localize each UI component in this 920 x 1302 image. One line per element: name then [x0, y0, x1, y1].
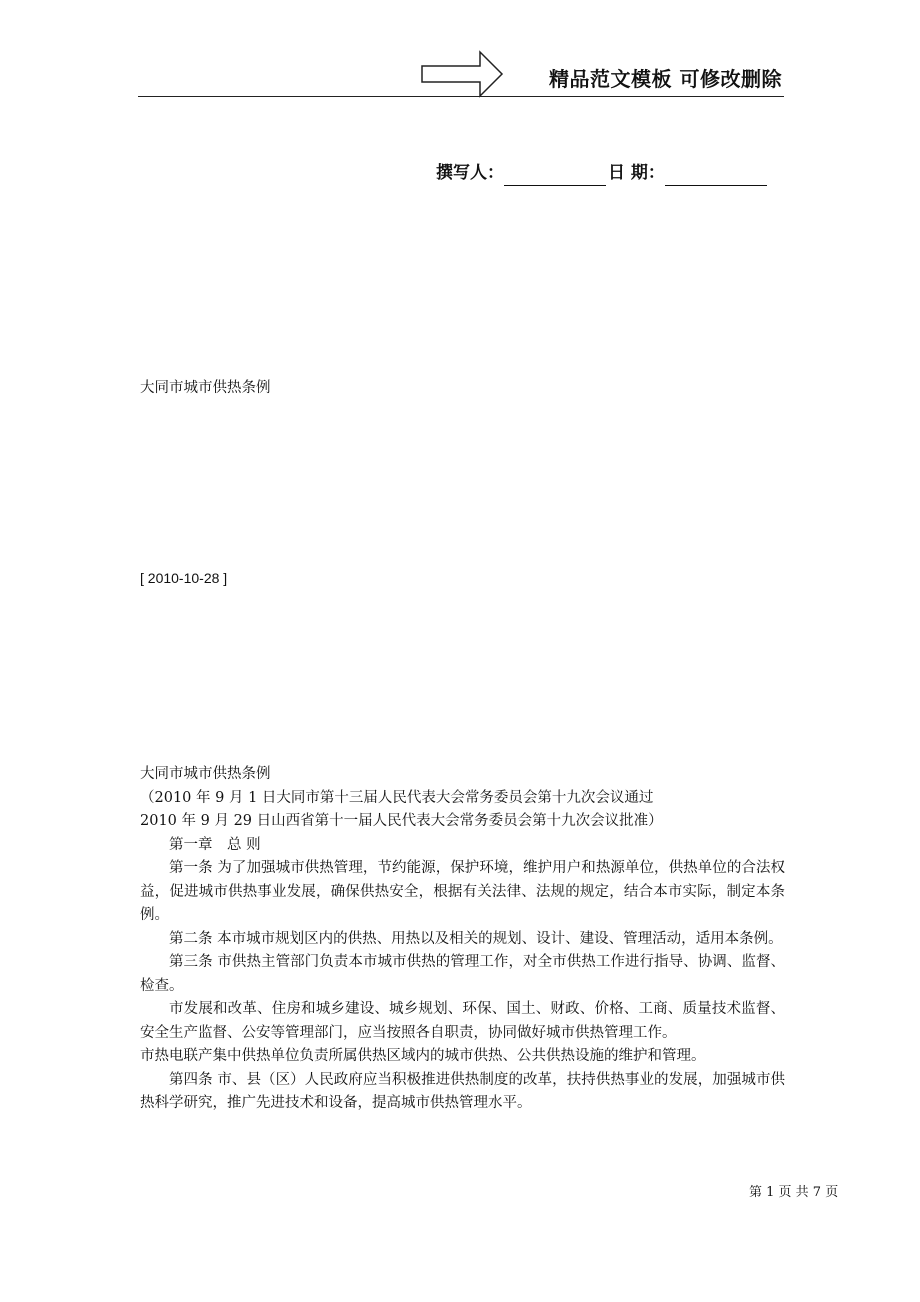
regulation-title: 大同市城市供热条例 — [140, 766, 271, 782]
approval-note-2: 2010 年 9 月 29 日山西省第十一届人民代表大会常务委员会第十九次会议批准） — [140, 813, 663, 829]
page-number: 第 1 页 共 7 页 — [749, 1185, 839, 1200]
date-label: 日 期： — [608, 163, 665, 183]
date-blank — [665, 167, 767, 186]
header-divider — [138, 96, 784, 97]
publish-date: [ 2010-10-28 ] — [140, 570, 228, 586]
author-blank — [504, 167, 606, 186]
article-4: 第四条 市、县（区）人民政府应当积极推进供热制度的改革，扶持供热事业的发展，加强城市供热科学研究，推广先进技术和设备，提高城市供热管理水平。 — [140, 1071, 785, 1111]
header-title: 精品范文模板 可修改删除 — [549, 67, 782, 91]
author-label: 撰写人： — [436, 163, 504, 183]
article-3-paragraph-3: 市热电联产集中供热单位负责所属供热区域内的城市供热、公共供热设施的维护和管理。 — [140, 1048, 706, 1064]
article-3-paragraph-2: 市发展和改革、住房和城乡建设、城乡规划、环保、国土、财政、价格、工商、质量技术监督、安全生产监督、公安等管理部门，应当按照各自职责，协同做好城市供热管理工作。 — [140, 1001, 785, 1041]
document-title: 大同市城市供热条例 — [140, 380, 271, 396]
chapter-heading: 第一章 总 则 — [169, 836, 261, 853]
article-2: 第二条 本市城市规划区内的供热、用热以及相关的规划、设计、建设、管理活动，适用本条例。 — [169, 930, 783, 947]
arrow-icon — [420, 50, 504, 98]
article-1: 第一条 为了加强城市供热管理，节约能源，保护环境，维护用户和热源单位，供热单位的合法权益，促进城市供热事业发展，确保供热安全，根据有关法律、法规的规定，结合本市实际，制定本条例。 — [140, 860, 785, 923]
article-3: 第三条 市供热主管部门负责本市城市供热的管理工作，对全市供热工作进行指导、协调、监督、检查。 — [140, 954, 785, 994]
approval-note-1: （2010 年 9 月 1 日大同市第十三届人民代表大会常务委员会第十九次会议通过 — [140, 789, 654, 806]
document-body — [140, 763, 785, 1116]
signature-line — [436, 160, 769, 186]
